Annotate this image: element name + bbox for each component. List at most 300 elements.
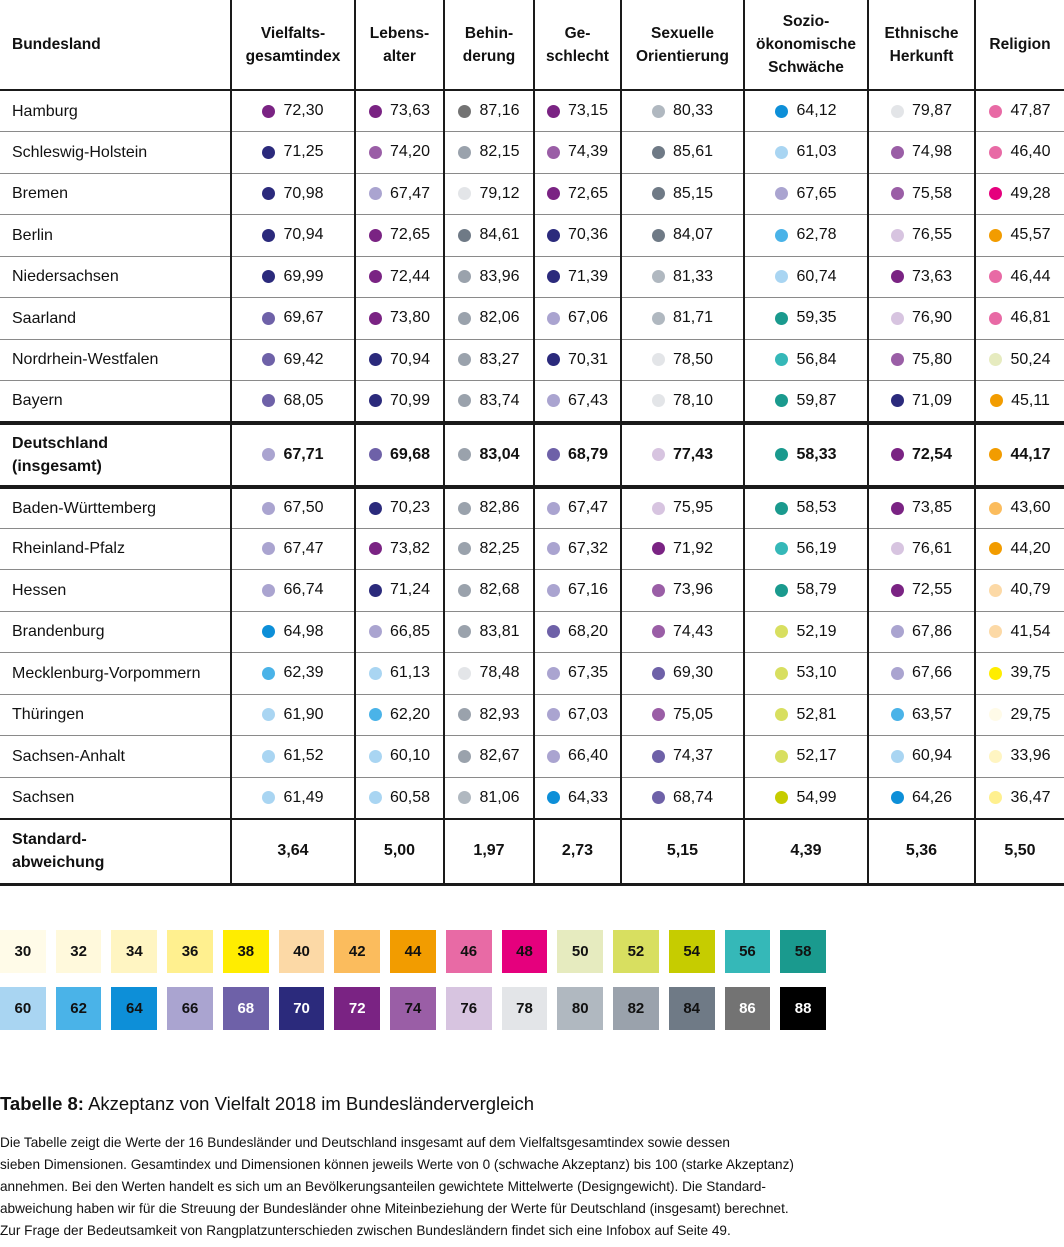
value-wrap (976, 143, 1064, 161)
state-name (0, 256, 231, 298)
value-wrap (745, 185, 867, 203)
value-text: 74,39 (567, 143, 609, 161)
value-cell (444, 381, 534, 423)
value-cell (231, 173, 355, 215)
color-dot-icon (891, 105, 904, 118)
value-text: 73,63 (389, 102, 431, 119)
color-dot-icon (775, 448, 788, 461)
color-dot-icon (652, 791, 665, 804)
value-wrap (356, 446, 443, 464)
value-cell (231, 570, 355, 612)
color-dot-icon (891, 229, 904, 242)
value-text: 80,33 (672, 102, 714, 119)
value-cell (621, 694, 744, 736)
value-wrap (356, 351, 443, 369)
value-wrap (622, 392, 743, 410)
value-cell (621, 487, 744, 529)
value-text: 5,00 (383, 842, 416, 860)
value-text: 77,43 (672, 445, 714, 463)
value-text: 75,95 (672, 499, 714, 516)
value-text: 67,47 (567, 499, 609, 516)
value-cell (975, 487, 1064, 529)
value-cell (231, 528, 355, 570)
state-name (0, 570, 231, 612)
table-row (0, 611, 1064, 653)
value-text: 69,67 (283, 309, 324, 327)
color-dot-icon (652, 448, 665, 461)
color-dot-icon (369, 312, 382, 325)
value-text: 64,98 (283, 622, 324, 640)
value-text: 68,79 (567, 445, 609, 463)
color-dot-icon (989, 708, 1002, 721)
value-text: 64,33 (567, 788, 609, 806)
legend-swatch: 86 (725, 987, 771, 1030)
value-text: 72,54 (911, 445, 953, 463)
value-wrap (232, 747, 354, 765)
value-wrap (976, 102, 1064, 120)
value-wrap (445, 268, 533, 286)
color-dot-icon (262, 312, 275, 325)
value-wrap (445, 143, 533, 161)
value-text: 74,37 (672, 747, 714, 765)
header-line: derung (462, 47, 516, 65)
value-text: 67,66 (911, 664, 953, 682)
value-wrap (356, 499, 443, 517)
value-cell (868, 298, 975, 340)
state-name-line: Brandenburg (12, 623, 105, 641)
caption-title (0, 1092, 1064, 1116)
value-text: 73,63 (911, 267, 953, 285)
value-wrap (445, 540, 533, 558)
table-row (0, 423, 1064, 487)
state-name-line: Sachsen (12, 789, 75, 806)
value-wrap (622, 499, 743, 517)
value-text: 69,68 (389, 445, 431, 463)
color-dot-icon (262, 584, 275, 597)
value-text: 36,47 (1010, 788, 1051, 806)
value-cell (231, 381, 355, 423)
color-dot-icon (262, 750, 275, 763)
value-cell (744, 570, 868, 612)
value-cell (444, 694, 534, 736)
color-dot-icon (369, 146, 382, 159)
value-text: 79,12 (479, 184, 520, 202)
table-row (0, 777, 1064, 819)
value-cell (534, 173, 621, 215)
color-dot-icon (547, 708, 560, 721)
value-text: 71,24 (389, 581, 431, 599)
value-wrap (445, 102, 533, 120)
color-dot-icon (262, 270, 275, 283)
value-text: 81,33 (672, 267, 714, 285)
state-name (0, 423, 231, 487)
value-wrap (232, 102, 354, 120)
value-cell (444, 173, 534, 215)
legend-swatch: 50 (557, 930, 603, 973)
value-wrap (232, 446, 354, 464)
value-cell (868, 819, 975, 885)
color-dot-icon (775, 146, 788, 159)
value-text: 64,26 (911, 788, 953, 806)
value-text: 44,20 (1010, 539, 1051, 557)
color-dot-icon (775, 584, 788, 597)
color-dot-icon (369, 625, 382, 638)
value-cell (534, 339, 621, 381)
value-cell (621, 777, 744, 819)
value-cell (621, 570, 744, 612)
value-cell (444, 528, 534, 570)
value-wrap (622, 226, 743, 244)
value-text: 60,74 (796, 267, 837, 285)
value-text: 71,92 (672, 539, 714, 557)
table-row (0, 487, 1064, 529)
color-dot-icon (775, 542, 788, 555)
value-cell (744, 777, 868, 819)
value-cell (231, 298, 355, 340)
color-dot-icon (775, 394, 788, 407)
legend-swatch: 42 (334, 930, 380, 973)
value-cell (868, 653, 975, 695)
value-cell (444, 298, 534, 340)
value-text: 53,10 (796, 664, 837, 682)
color-dot-icon (891, 750, 904, 763)
color-dot-icon (369, 394, 382, 407)
legend-swatch: 40 (279, 930, 325, 973)
color-dot-icon (547, 270, 560, 283)
state-name (0, 298, 231, 340)
value-cell (868, 173, 975, 215)
color-dot-icon (262, 791, 275, 804)
color-dot-icon (458, 187, 471, 200)
value-cell (444, 653, 534, 695)
color-dot-icon (775, 791, 788, 804)
value-wrap (976, 789, 1064, 807)
value-text: 83,96 (479, 267, 520, 285)
value-wrap (232, 185, 354, 203)
color-dot-icon (775, 270, 788, 283)
color-dot-icon (989, 502, 1002, 515)
value-cell (621, 215, 744, 257)
state-name (0, 611, 231, 653)
caption-line: annehmen. Bei den Werten handelt es sich um an Bevölkerungsanteilen gewichtete Mittelwerte (Designgewicht). Die Standard- (0, 1179, 766, 1194)
value-cell (975, 215, 1064, 257)
value-wrap (622, 747, 743, 765)
value-cell (975, 256, 1064, 298)
color-dot-icon (989, 353, 1002, 366)
value-text: 50,24 (1010, 350, 1051, 368)
value-text: 46,44 (1010, 267, 1051, 285)
value-wrap (869, 102, 974, 120)
value-text: 1,97 (473, 842, 505, 860)
value-wrap (535, 446, 620, 464)
state-name-line: Standard- (12, 831, 87, 849)
value-text: 73,82 (389, 539, 431, 557)
caption-title-text: Akzeptanz von Vielfalt 2018 im Bundesländervergleich (88, 1093, 535, 1114)
state-name-line: Hessen (12, 581, 67, 599)
color-dot-icon (369, 502, 382, 515)
state-name-line: Berlin (12, 226, 53, 244)
value-cell (534, 256, 621, 298)
value-wrap (745, 664, 867, 682)
value-cell (621, 381, 744, 423)
value-cell (444, 487, 534, 529)
value-wrap (745, 623, 867, 641)
value-text: 76,90 (911, 309, 953, 327)
legend-swatch: 38 (223, 930, 269, 973)
value-wrap (976, 664, 1064, 682)
value-text: 67,47 (283, 539, 324, 557)
color-dot-icon (891, 502, 904, 515)
value-text: 74,20 (389, 143, 431, 161)
value-wrap (622, 185, 743, 203)
value-text: 72,55 (911, 581, 953, 599)
value-cell (744, 173, 868, 215)
value-text: 70,94 (283, 226, 324, 244)
value-cell (444, 819, 534, 885)
value-cell (868, 132, 975, 174)
color-dot-icon (262, 448, 275, 461)
value-wrap (535, 789, 620, 807)
value-wrap (356, 392, 443, 410)
color-dot-icon (891, 625, 904, 638)
value-wrap (356, 185, 443, 203)
value-text: 43,60 (1010, 499, 1051, 516)
value-text: 67,16 (567, 581, 609, 599)
header-line: Religion (989, 36, 1051, 53)
color-dot-icon (891, 146, 904, 159)
value-cell (744, 819, 868, 885)
legend-swatch: 64 (111, 987, 157, 1030)
color-dot-icon (652, 312, 665, 325)
color-dot-icon (458, 750, 471, 763)
value-wrap (356, 747, 443, 765)
value-cell (534, 298, 621, 340)
table-row (0, 173, 1064, 215)
color-dot-icon (775, 667, 788, 680)
color-dot-icon (652, 105, 665, 118)
value-cell (231, 819, 355, 885)
color-dot-icon (652, 502, 665, 515)
value-wrap (622, 351, 743, 369)
value-cell (444, 423, 534, 487)
value-cell (975, 653, 1064, 695)
caption-line: abweichung haben wir für die Streuung der Bundesländer ohne Miteinbeziehung der Werte für Deutschland (insgesamt) berechnet. (0, 1201, 789, 1216)
value-wrap (745, 789, 867, 807)
color-dot-icon (989, 312, 1002, 325)
color-dot-icon (262, 353, 275, 366)
value-text: 56,19 (796, 539, 837, 557)
table-row (0, 528, 1064, 570)
value-wrap (745, 351, 867, 369)
color-dot-icon (458, 448, 471, 461)
value-cell (744, 256, 868, 298)
value-cell (355, 736, 444, 778)
header-line: schlecht (546, 47, 609, 65)
value-text: 49,28 (1010, 184, 1051, 202)
color-dot-icon (891, 708, 904, 721)
legend-swatch: 62 (56, 987, 102, 1030)
value-cell (744, 736, 868, 778)
color-dot-icon (369, 791, 382, 804)
value-wrap (232, 540, 354, 558)
value-wrap (869, 392, 974, 410)
value-cell (621, 256, 744, 298)
value-wrap (869, 747, 974, 765)
value-text: 79,87 (911, 102, 953, 119)
value-cell (231, 736, 355, 778)
color-dot-icon (369, 750, 382, 763)
value-cell (534, 423, 621, 487)
value-wrap (445, 623, 533, 641)
header-line: Sexuelle (651, 24, 714, 42)
table-body (0, 90, 1064, 885)
value-text: 58,79 (796, 581, 837, 599)
value-text: 69,42 (283, 350, 324, 368)
value-text: 66,40 (567, 747, 609, 765)
value-text: 5,15 (666, 842, 699, 860)
color-dot-icon (989, 542, 1002, 555)
value-cell (621, 90, 744, 132)
state-name-line: Sachsen-Anhalt (12, 747, 125, 765)
value-text: 85,15 (672, 184, 714, 202)
value-text: 72,30 (283, 102, 324, 119)
value-text: 45,11 (1011, 391, 1050, 409)
value-cell (975, 339, 1064, 381)
value-text: 82,67 (479, 747, 520, 765)
value-text: 68,05 (283, 391, 324, 409)
value-cell (621, 423, 744, 487)
color-dot-icon (989, 187, 1002, 200)
value-text: 83,81 (479, 622, 520, 640)
value-text: 62,39 (283, 664, 324, 682)
value-text: 67,43 (567, 391, 609, 409)
state-name-line: Baden-Württemberg (12, 499, 157, 517)
state-name-line: Nordrhein-Westfalen (12, 351, 159, 369)
value-text: 73,15 (567, 102, 609, 119)
state-name-line: Thüringen (12, 706, 85, 724)
color-dot-icon (547, 625, 560, 638)
header-line: Sozio- (782, 13, 830, 30)
state-name-line: Niedersachsen (12, 268, 119, 286)
color-dot-icon (547, 105, 560, 118)
state-name (0, 381, 231, 423)
value-cell (355, 570, 444, 612)
value-wrap (622, 446, 743, 464)
value-wrap (232, 351, 354, 369)
column-header (975, 0, 1064, 90)
header-line: Ethnische (884, 24, 959, 42)
color-dot-icon (989, 229, 1002, 242)
legend-swatch: 46 (446, 930, 492, 973)
value-wrap (232, 706, 354, 724)
value-text: 58,33 (796, 445, 837, 463)
value-text: 82,93 (479, 705, 520, 723)
color-dot-icon (652, 187, 665, 200)
value-cell (444, 215, 534, 257)
state-name (0, 90, 231, 132)
color-dot-icon (652, 229, 665, 242)
legend-swatch: 68 (223, 987, 269, 1030)
legend-swatch: 76 (446, 987, 492, 1030)
value-wrap (535, 499, 620, 517)
value-text: 63,57 (911, 705, 953, 723)
value-wrap (869, 143, 974, 161)
color-dot-icon (652, 750, 665, 763)
color-dot-icon (262, 502, 275, 515)
value-text: 75,05 (672, 705, 714, 723)
value-text: 64,12 (796, 102, 837, 119)
value-wrap (622, 309, 743, 327)
value-cell (975, 777, 1064, 819)
color-dot-icon (652, 270, 665, 283)
value-text: 70,98 (283, 184, 324, 202)
value-cell (621, 173, 744, 215)
value-text: 78,48 (479, 664, 520, 682)
value-cell (868, 570, 975, 612)
value-wrap (869, 309, 974, 327)
value-text: 85,61 (672, 143, 714, 161)
value-cell (868, 487, 975, 529)
state-name (0, 736, 231, 778)
value-wrap (356, 540, 443, 558)
value-cell (534, 570, 621, 612)
caption-line: Zur Frage der Bedeutsamkeit von Rangplatzunterschieden zwischen Bundesländern findet sich eine Infobox auf Seite 49. (0, 1223, 731, 1238)
color-dot-icon (891, 448, 904, 461)
value-cell (744, 528, 868, 570)
value-cell (444, 736, 534, 778)
color-dot-icon (262, 229, 275, 242)
value-text: 66,85 (389, 622, 431, 640)
value-wrap (976, 185, 1064, 203)
state-name (0, 653, 231, 695)
color-dot-icon (262, 667, 275, 680)
legend-swatch: 52 (613, 930, 659, 973)
value-wrap (622, 540, 743, 558)
column-header (621, 0, 744, 90)
caption-label: Tabelle 8: (0, 1093, 84, 1114)
value-text: 84,61 (479, 226, 520, 244)
state-name-line: (insgesamt) (12, 457, 102, 475)
value-cell (355, 777, 444, 819)
value-wrap (745, 581, 867, 599)
value-wrap (869, 226, 974, 244)
table-caption (0, 1092, 1064, 1242)
state-name-line: Bayern (12, 392, 63, 410)
value-wrap (869, 842, 974, 860)
value-cell (621, 611, 744, 653)
value-cell (355, 611, 444, 653)
value-cell (444, 132, 534, 174)
value-cell (868, 381, 975, 423)
color-dot-icon (891, 312, 904, 325)
value-text: 3,64 (277, 842, 309, 860)
value-cell (744, 694, 868, 736)
color-dot-icon (262, 187, 275, 200)
value-text: 62,78 (796, 226, 837, 244)
caption-line: sieben Dimensionen. Gesamtindex und Dimensionen können jeweils Werte von 0 (schwache Akzeptanz) bis 100 (starke Akzeptanz) (0, 1157, 794, 1172)
value-cell (231, 611, 355, 653)
value-wrap (622, 102, 743, 120)
value-cell (231, 90, 355, 132)
color-dot-icon (458, 791, 471, 804)
color-dot-icon (652, 394, 665, 407)
legend-swatch: 58 (780, 930, 826, 973)
color-dot-icon (369, 229, 382, 242)
value-wrap (869, 540, 974, 558)
color-legend (0, 930, 836, 1044)
state-name (0, 819, 231, 885)
value-cell (621, 132, 744, 174)
